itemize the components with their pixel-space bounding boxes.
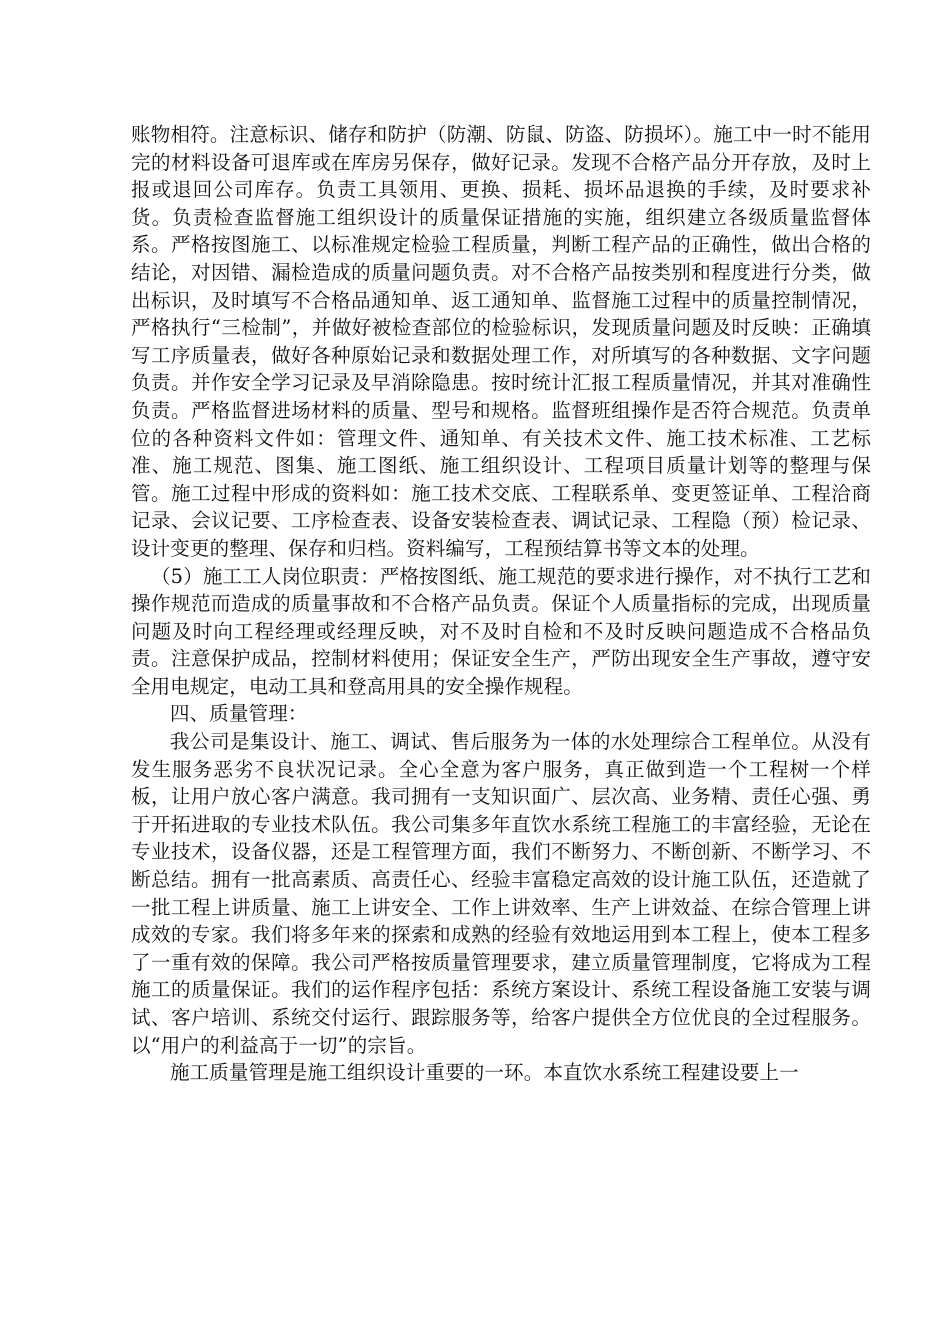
- paragraph-quality-management-intro: 施工质量管理是施工组织设计重要的一环。本直饮水系统工程建设要上一: [170, 1061, 799, 1085]
- document-body: [131, 121, 871, 1087]
- paragraph-worker-duties: （5）施工工人岗位职责：严格按图纸、施工规范的要求进行操作，对不执行工艺和操作规范而造成的质量事故和不合格产品负责。保证个人质量指标的完成，出现质量问题及时向工程经理或经理反映，对不及时自检和不及时反映问题造成不合格品负责。注意保护成品，控制材料使用；保证安全生产，严防出现安全生产事故，遵守安全用电规定，电动工具和登高用具的安全操作规程。: [131, 564, 871, 698]
- paragraph-material-duties: 账物相符。注意标识、储存和防护（防潮、防鼠、防盗、防损坏）。施工中一时不能用完的材料设备可退库或在库房另保存，做好记录。发现不合格产品分开存放，及时上报或退回公司库存。负责工具领用、更换、损耗、损坏品退换的手续，及时要求补货。负责检查监督施工组织设计的质量保证措施的实施，组织建立各级质量监督体系。严格按图施工、以标准规定检验工程质量，判断工程产品的正确性，做出合格的结论，对因错、漏检造成的质量问题负责。对不合格产品按类别和程度进行分类，做出标识，及时填写不合格品通知单、返工通知单、监督施工过程中的质量控制情况，严格执行“三检制”，并做好被检查部位的检验标识，发现质量问题及时反映：正确填写工序质量表，做好各种原始记录和数据处理工作，对所填写的各种数据、文字问题负责。并作安全学习记录及早消除隐患。按时统计汇报工程质量情况，并其对准确性负责。严格监督进场材料的质量、型号和规格。监督班组操作是否符合规范。负责单位的各种资料文件如：管理文件、通知单、有关技术文件、施工技术标准、工艺标准、施工规范、图集、施工图纸、施工组织设计、工程项目质量计划等的整理与保管。施工过程中形成的资料如：施工技术交底、工程联系单、变更签证单、工程洽商记录、会议记要、工序检查表、设备安装检查表、调试记录、工程隐（预）检记录、设计变更的整理、保存和归档。资料编写，工程预结算书等文本的处理。: [131, 123, 871, 560]
- section-heading-quality-management: 四、质量管理：: [170, 702, 308, 726]
- paragraph-company-intro: 我公司是集设计、施工、调试、售后服务为一体的水处理综合工程单位。从没有发生服务恶劣不良状况记录。全心全意为客户服务，真正做到造一个工程树一个样板，让用户放心客户满意。我司拥有一支知识面广、层次高、业务精、责任心强、勇于开拓进取的专业技术队伍。我公司集多年直饮水系统工程施工的丰富经验，无论在专业技术，设备仪器，还是工程管理方面，我们不断努力、不断创新、不断学习、不断总结。拥有一批高素质、高责任心、经验丰富稳定高效的设计施工队伍，还造就了一批工程上讲质量、施工上讲安全、工作上讲效率、生产上讲效益、在综合管理上讲成效的专家。我们将多年来的探索和成熟的经验有效地运用到本工程上，使本工程多了一重有效的保障。我公司严格按质量管理要求，建立质量管理制度，它将成为工程施工的质量保证。我们的运作程序包括：系统方案设计、系统工程设备施工安装与调试、客户培训、系统交付运行、跟踪服务等，给客户提供全方位优良的全过程服务。以“用户的利益高于一切”的宗旨。: [131, 730, 871, 1057]
